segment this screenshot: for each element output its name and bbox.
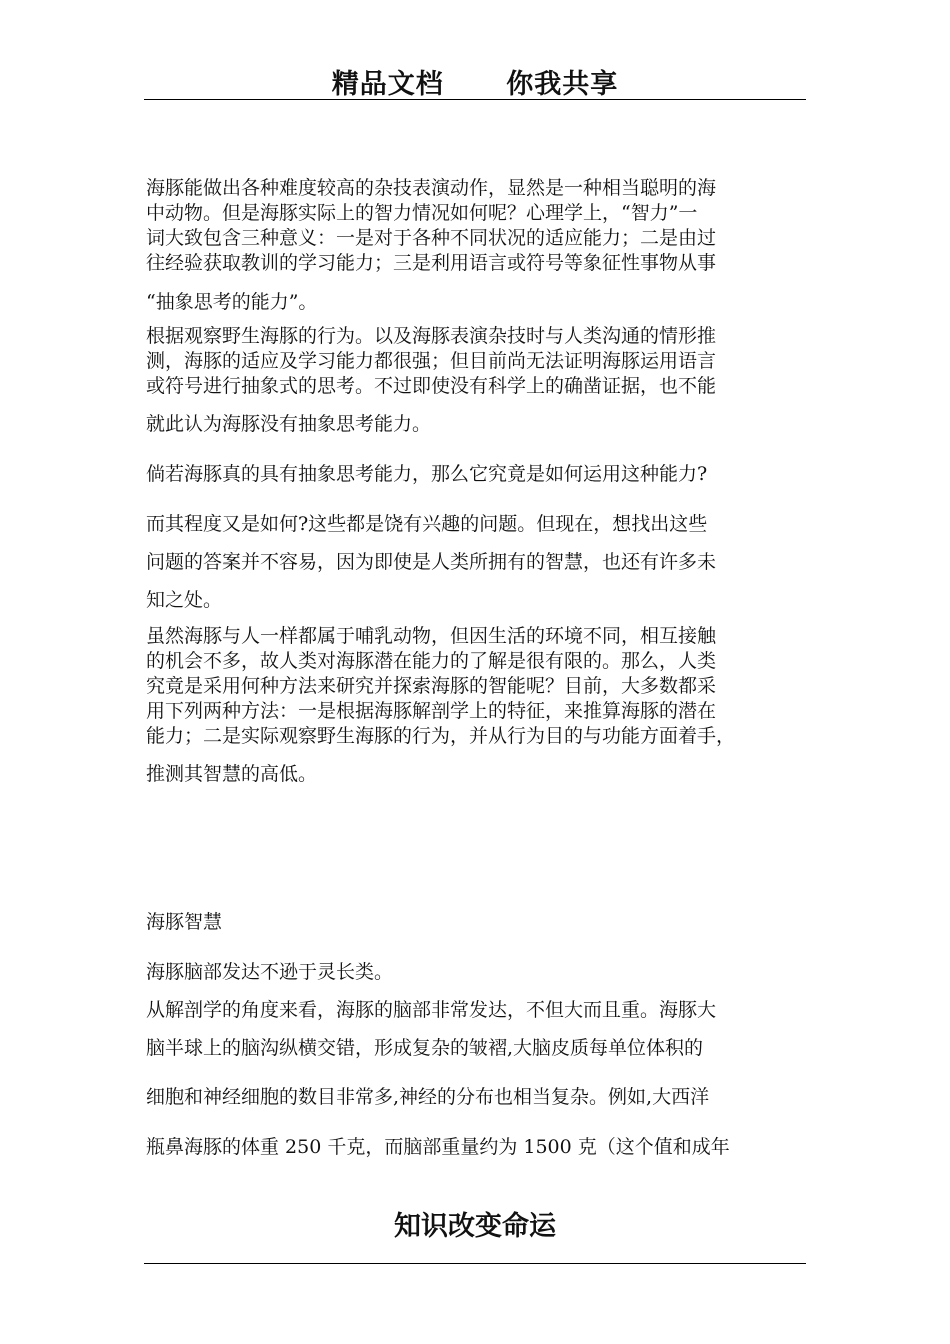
text-line: 究竟是采用何种方法来研究并探索海豚的智能呢？目前，大多数都采 [146,675,717,697]
section-title: 海豚智慧 [146,911,223,933]
text-line: 从解剖学的角度来看，海豚的脑部非常发达，不但大而且重。海豚大 [146,999,717,1021]
text-line: 中动物。但是海豚实际上的智力情况如何呢？心理学上，“智力”一 [146,202,698,224]
text-line: 脑半球上的脑沟纵横交错，形成复杂的皱褶,大脑皮质每单位体积的 [146,1037,704,1059]
text-line: 或符号进行抽象式的思考。不过即使没有科学上的确凿证据，也不能 [146,375,717,397]
text-line: 细胞和神经细胞的数目非常多,神经的分布也相当复杂。例如,大西洋 [146,1086,710,1108]
text-line: 倘若海豚真的具有抽象思考能力，那么它究竟是如何运用这种能力? [146,463,708,485]
text-line: 词大致包含三种意义：一是对于各种不同状况的适应能力；二是由过 [146,227,717,249]
text-line: 就此认为海豚没有抽象思考能力。 [146,413,432,435]
page-header-title: 精品文档 你我共享 [331,69,619,100]
text-line: 用下列两种方法：一是根据海豚解剖学上的特征，来推算海豚的潜在 [146,700,717,722]
text-line: 推测其智慧的高低。 [146,763,318,785]
text-line: 往经验获取教训的学习能力；三是利用语言或符号等象征性事物从事 [146,252,717,274]
text-line: 根据观察野生海豚的行为。以及海豚表演杂技时与人类沟通的情形推 [146,325,717,347]
text-line: 海豚能做出各种难度较高的杂技表演动作，显然是一种相当聪明的海 [146,177,717,199]
text-line: 瓶鼻海豚的体重 250 千克，而脑部重量约为 1500 克（这个值和成年 [146,1136,730,1158]
text-line: 而其程度又是如何?这些都是饶有兴趣的问题。但现在，想找出这些 [146,513,708,535]
page-footer-title: 知识改变命运 [394,1211,556,1242]
header-divider [144,99,806,100]
text-line: 的机会不多，故人类对海豚潜在能力的了解是很有限的。那么，人类 [146,650,717,672]
text-line: 虽然海豚与人一样都属于哺乳动物，但因生活的环境不同，相互接触 [146,625,717,647]
paragraph-observation [146,324,808,399]
text-line: 测，海豚的适应及学习能力都很强；但目前尚无法证明海豚运用语言 [146,350,717,372]
text-line: 问题的答案并不容易，因为即使是人类所拥有的智慧，也还有许多未 [146,551,717,573]
text-line: 能力；二是实际观察野生海豚的行为，并从行为目的与功能方面着手， [146,725,736,747]
footer-divider [144,1263,806,1264]
paragraph-research-methods [146,624,808,749]
text-line: “抽象思考的能力”。 [146,291,318,313]
text-line: 知之处。 [146,589,223,611]
paragraph-intro [146,176,808,276]
text-line: 海豚脑部发达不逊于灵长类。 [146,961,394,983]
